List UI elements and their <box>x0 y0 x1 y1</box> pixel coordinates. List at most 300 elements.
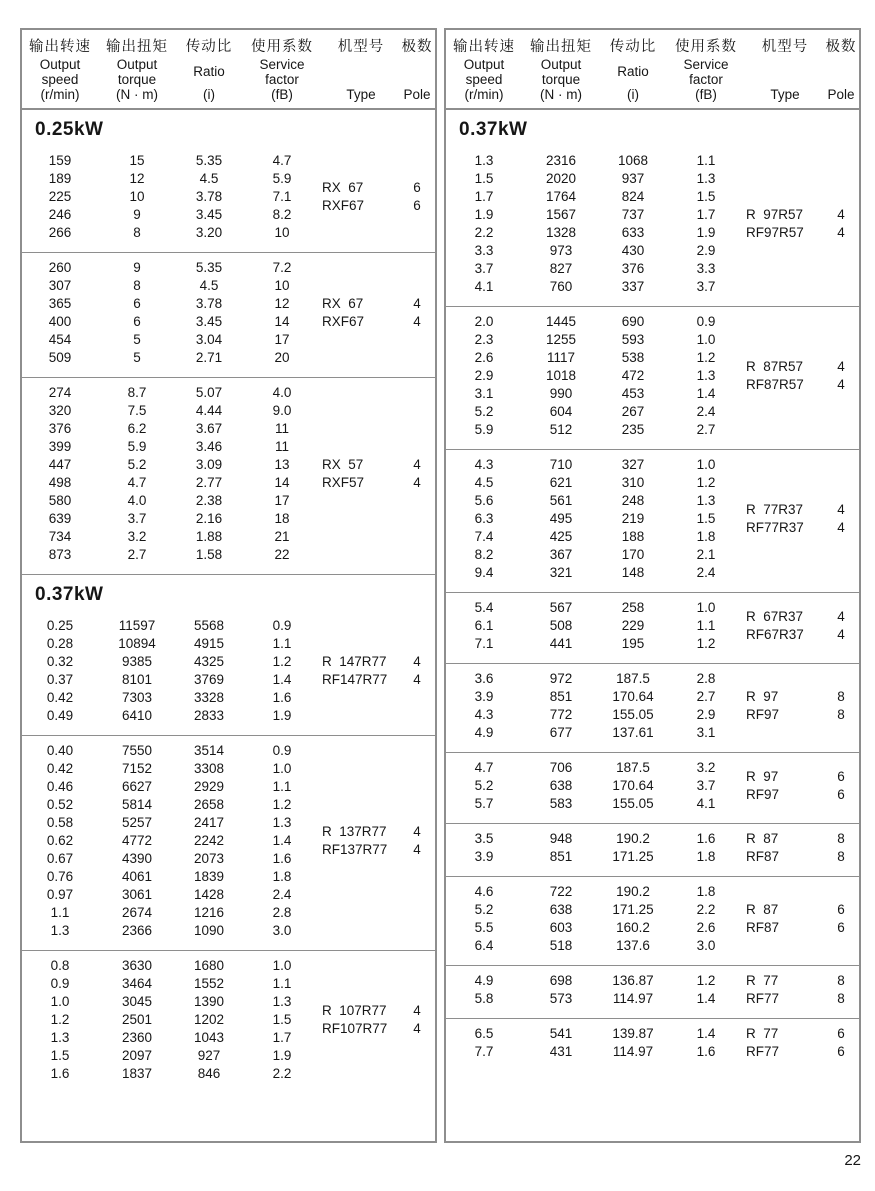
factor-cell: 17 <box>274 493 290 508</box>
type-cell: RF67R37 <box>746 627 804 642</box>
type-pole-row <box>746 519 858 537</box>
torque-cell: 973 <box>549 243 573 258</box>
factor-cell: 3.0 <box>272 923 292 938</box>
header-label-en: Output speed <box>39 56 81 87</box>
speed-cell: 0.97 <box>46 887 74 902</box>
pole-cell: 6 <box>837 920 845 935</box>
torque-cell: 431 <box>549 1044 573 1059</box>
torque-cell: 4390 <box>121 851 153 866</box>
ratio-cell: 195 <box>621 636 645 651</box>
table-row <box>446 990 746 1008</box>
ratio-cell: 170.64 <box>612 778 654 793</box>
pole-cell: 4 <box>837 225 845 240</box>
table-row <box>22 384 322 402</box>
ratio-cell: 2.77 <box>195 475 223 490</box>
ratio-cell: 170.64 <box>612 689 654 704</box>
factor-cell: 1.9 <box>272 708 292 723</box>
table-row <box>446 688 746 706</box>
factor-cell: 1.3 <box>696 368 716 383</box>
header-label-zh: 输出扭矩 <box>106 39 168 55</box>
header-col-torque <box>522 35 600 102</box>
ratio-cell: 1202 <box>193 1012 225 1027</box>
torque-cell: 4061 <box>121 869 153 884</box>
factor-cell: 1.4 <box>696 1026 716 1041</box>
table-row <box>22 546 322 564</box>
speed-cell: 225 <box>48 189 72 204</box>
torque-cell: 5 <box>133 332 141 347</box>
torque-cell: 2097 <box>121 1048 153 1063</box>
speed-cell: 454 <box>48 332 72 347</box>
torque-cell: 1018 <box>545 368 577 383</box>
factor-cell: 1.2 <box>272 797 292 812</box>
torque-cell: 10 <box>129 189 145 204</box>
numeric-rows <box>22 957 322 1083</box>
header-label-zh: 机型号 <box>761 39 809 55</box>
factor-cell: 1.1 <box>272 976 292 991</box>
table-row <box>446 170 746 188</box>
header-unit: (N · m) <box>540 87 582 102</box>
header-unit: (N · m) <box>116 87 158 102</box>
ratio-cell: 1068 <box>617 153 649 168</box>
type-pole-group <box>746 1025 858 1061</box>
header-label-en: Type <box>346 87 376 102</box>
speed-cell: 1.0 <box>50 994 70 1009</box>
torque-cell: 10894 <box>118 636 156 651</box>
table-row <box>446 901 746 919</box>
type-pole-row <box>322 823 434 841</box>
factor-cell: 18 <box>274 511 290 526</box>
ratio-cell: 3.67 <box>195 421 223 436</box>
speed-cell: 159 <box>48 153 72 168</box>
factor-cell: 7.1 <box>272 189 292 204</box>
table-body <box>22 110 435 1093</box>
table-row <box>22 295 322 313</box>
type-cell: RF77 <box>746 991 780 1006</box>
table-row <box>446 830 746 848</box>
factor-cell: 1.5 <box>272 1012 292 1027</box>
speed-cell: 447 <box>48 457 72 472</box>
ratio-cell: 3769 <box>193 672 225 687</box>
speed-cell: 399 <box>48 439 72 454</box>
ratio-cell: 3.45 <box>195 314 223 329</box>
type-pole-row <box>746 1025 858 1043</box>
torque-cell: 4.0 <box>127 493 147 508</box>
speed-cell: 1.3 <box>50 923 70 938</box>
torque-cell: 948 <box>549 831 573 846</box>
speed-cell: 3.1 <box>474 386 494 401</box>
table-row <box>446 278 746 296</box>
type-cell: RX 67 <box>322 296 364 311</box>
header-unit: (r/min) <box>464 87 504 102</box>
ratio-cell: 1043 <box>193 1030 225 1045</box>
torque-cell: 8 <box>133 278 141 293</box>
speed-cell: 4.9 <box>474 973 494 988</box>
table-row <box>446 777 746 795</box>
torque-cell: 1445 <box>545 314 577 329</box>
ratio-cell: 593 <box>621 332 645 347</box>
table-row <box>22 331 322 349</box>
spec-block <box>446 823 859 876</box>
table-row <box>22 206 322 224</box>
table-row <box>22 957 322 975</box>
speed-cell: 509 <box>48 350 72 365</box>
spec-block <box>446 146 859 306</box>
torque-cell: 851 <box>549 689 573 704</box>
speed-cell: 498 <box>48 475 72 490</box>
type-pole-group <box>746 599 858 653</box>
speed-cell: 0.62 <box>46 833 74 848</box>
ratio-cell: 190.2 <box>616 884 650 899</box>
factor-cell: 1.4 <box>272 672 292 687</box>
pole-cell: 8 <box>837 991 845 1006</box>
ratio-cell: 5.35 <box>195 153 223 168</box>
ratio-cell: 3.46 <box>195 439 223 454</box>
speed-cell: 3.6 <box>474 671 494 686</box>
factor-cell: 5.9 <box>272 171 292 186</box>
header-unit: (fB) <box>271 87 293 102</box>
table-row <box>446 224 746 242</box>
type-cell: R 87 <box>746 831 779 846</box>
pole-cell: 8 <box>837 689 845 704</box>
table-row <box>22 438 322 456</box>
speed-cell: 8.2 <box>474 547 494 562</box>
pole-cell: 4 <box>413 824 421 839</box>
speed-cell: 4.3 <box>474 707 494 722</box>
table-row <box>22 832 322 850</box>
torque-cell: 2316 <box>545 153 577 168</box>
header-col-ratio <box>176 35 242 102</box>
torque-cell: 2501 <box>121 1012 153 1027</box>
torque-cell: 5814 <box>121 797 153 812</box>
type-pole-row <box>322 313 434 331</box>
pole-cell: 4 <box>837 377 845 392</box>
factor-cell: 3.3 <box>696 261 716 276</box>
ratio-cell: 248 <box>621 493 645 508</box>
ratio-cell: 1680 <box>193 958 225 973</box>
factor-cell: 2.9 <box>696 243 716 258</box>
type-pole-row <box>746 358 858 376</box>
table-row <box>446 313 746 331</box>
spec-block <box>22 252 435 377</box>
header-col-speed <box>446 35 522 102</box>
type-cell: R 107R77 <box>322 1003 387 1018</box>
factor-cell: 1.2 <box>696 475 716 490</box>
header-col-factor <box>242 35 322 102</box>
torque-cell: 518 <box>549 938 573 953</box>
ratio-cell: 5.35 <box>195 260 223 275</box>
torque-cell: 1837 <box>121 1066 153 1081</box>
ratio-cell: 160.2 <box>616 920 650 935</box>
speed-cell: 0.46 <box>46 779 74 794</box>
speed-cell: 260 <box>48 260 72 275</box>
power-section-title: 0.37kW <box>22 574 435 611</box>
table-row <box>22 224 322 242</box>
pole-cell: 4 <box>837 627 845 642</box>
table-row <box>446 564 746 582</box>
spec-table-left <box>20 28 437 1143</box>
type-cell: R 67R37 <box>746 609 804 624</box>
torque-cell: 5 <box>133 350 141 365</box>
speed-cell: 3.5 <box>474 831 494 846</box>
header-label-zh: 传动比 <box>609 39 657 55</box>
table-row <box>22 259 322 277</box>
spec-block <box>22 735 435 950</box>
ratio-cell: 2.16 <box>195 511 223 526</box>
table-body <box>446 110 859 1071</box>
speed-cell: 5.8 <box>474 991 494 1006</box>
spec-block <box>446 1018 859 1071</box>
table-row <box>22 617 322 635</box>
torque-cell: 8.7 <box>127 385 147 400</box>
header-label-en: Output torque <box>540 56 582 87</box>
factor-cell: 1.1 <box>696 618 716 633</box>
table-row <box>446 1043 746 1061</box>
table-row <box>446 883 746 901</box>
torque-cell: 1328 <box>545 225 577 240</box>
type-pole-row <box>746 608 858 626</box>
header-label-zh: 极数 <box>401 39 433 55</box>
speed-cell: 5.6 <box>474 493 494 508</box>
table-row <box>446 706 746 724</box>
spec-block <box>446 592 859 663</box>
table-row <box>446 919 746 937</box>
table-row <box>22 993 322 1011</box>
factor-cell: 1.7 <box>696 207 716 222</box>
torque-cell: 6627 <box>121 779 153 794</box>
torque-cell: 3.7 <box>127 511 147 526</box>
ratio-cell: 4.5 <box>199 278 219 293</box>
numeric-rows <box>446 883 746 955</box>
header-col-ratio <box>600 35 666 102</box>
ratio-cell: 1090 <box>193 923 225 938</box>
table-row <box>446 421 746 439</box>
speed-cell: 0.76 <box>46 869 74 884</box>
speed-cell: 5.4 <box>474 600 494 615</box>
ratio-cell: 139.87 <box>612 1026 654 1041</box>
torque-cell: 8 <box>133 225 141 240</box>
ratio-cell: 4.5 <box>199 171 219 186</box>
torque-cell: 6 <box>133 314 141 329</box>
torque-cell: 495 <box>549 511 573 526</box>
torque-cell: 4.7 <box>127 475 147 490</box>
factor-cell: 4.7 <box>272 153 292 168</box>
torque-cell: 367 <box>549 547 573 562</box>
type-cell: R 77 <box>746 1026 779 1041</box>
factor-cell: 10 <box>274 225 290 240</box>
speed-cell: 1.2 <box>50 1012 70 1027</box>
table-row <box>446 724 746 742</box>
type-pole-group <box>746 670 858 742</box>
speed-cell: 400 <box>48 314 72 329</box>
pole-cell: 4 <box>413 296 421 311</box>
factor-cell: 4.1 <box>696 796 716 811</box>
factor-cell: 1.0 <box>696 332 716 347</box>
header-col-pole <box>824 35 858 102</box>
factor-cell: 1.2 <box>696 636 716 651</box>
speed-cell: 6.5 <box>474 1026 494 1041</box>
factor-cell: 1.2 <box>272 654 292 669</box>
factor-cell: 1.0 <box>696 600 716 615</box>
type-pole-row <box>746 376 858 394</box>
factor-cell: 2.8 <box>272 905 292 920</box>
factor-cell: 1.6 <box>696 1044 716 1059</box>
speed-cell: 1.5 <box>50 1048 70 1063</box>
table-row <box>22 277 322 295</box>
factor-cell: 1.8 <box>696 884 716 899</box>
ratio-cell: 136.87 <box>612 973 654 988</box>
table-row <box>446 972 746 990</box>
torque-cell: 3464 <box>121 976 153 991</box>
table-row <box>446 152 746 170</box>
type-cell: R 77 <box>746 973 779 988</box>
torque-cell: 7.5 <box>127 403 147 418</box>
table-row <box>446 635 746 653</box>
ratio-cell: 190.2 <box>616 831 650 846</box>
torque-cell: 15 <box>129 153 145 168</box>
type-pole-group <box>746 456 858 582</box>
factor-cell: 14 <box>274 314 290 329</box>
table-header <box>446 30 859 110</box>
torque-cell: 1764 <box>545 189 577 204</box>
pole-cell: 8 <box>837 849 845 864</box>
speed-cell: 0.28 <box>46 636 74 651</box>
table-row <box>22 814 322 832</box>
speed-cell: 4.3 <box>474 457 494 472</box>
speed-cell: 365 <box>48 296 72 311</box>
torque-cell: 851 <box>549 849 573 864</box>
speed-cell: 320 <box>48 403 72 418</box>
torque-cell: 321 <box>549 565 573 580</box>
numeric-rows <box>446 759 746 813</box>
table-row <box>22 492 322 510</box>
speed-cell: 1.5 <box>474 171 494 186</box>
type-pole-group <box>322 384 434 564</box>
pole-cell: 4 <box>413 314 421 329</box>
ratio-cell: 3.04 <box>195 332 223 347</box>
type-cell: RXF57 <box>322 475 365 490</box>
torque-cell: 7303 <box>121 690 153 705</box>
table-row <box>446 349 746 367</box>
table-row <box>446 848 746 866</box>
table-row <box>22 689 322 707</box>
torque-cell: 638 <box>549 902 573 917</box>
torque-cell: 2.7 <box>127 547 147 562</box>
speed-cell: 2.2 <box>474 225 494 240</box>
table-row <box>22 313 322 331</box>
type-pole-row <box>746 626 858 644</box>
ratio-cell: 3514 <box>193 743 225 758</box>
type-pole-group <box>322 617 434 725</box>
torque-cell: 9 <box>133 207 141 222</box>
ratio-cell: 4.44 <box>195 403 223 418</box>
table-row <box>22 152 322 170</box>
numeric-rows <box>22 152 322 242</box>
speed-cell: 6.4 <box>474 938 494 953</box>
table-row <box>446 759 746 777</box>
type-cell: RXF67 <box>322 314 365 329</box>
speed-cell: 734 <box>48 529 72 544</box>
torque-cell: 573 <box>549 991 573 1006</box>
type-pole-row <box>746 206 858 224</box>
factor-cell: 3.1 <box>696 725 716 740</box>
table-row <box>22 760 322 778</box>
pole-cell: 4 <box>413 672 421 687</box>
speed-cell: 1.9 <box>474 207 494 222</box>
type-cell: RF87 <box>746 920 780 935</box>
torque-cell: 3045 <box>121 994 153 1009</box>
ratio-cell: 187.5 <box>616 671 650 686</box>
ratio-cell: 114.97 <box>612 1044 654 1059</box>
pole-cell: 6 <box>413 180 421 195</box>
header-col-type <box>322 35 400 102</box>
factor-cell: 1.1 <box>272 779 292 794</box>
speed-cell: 0.49 <box>46 708 74 723</box>
type-pole-row <box>322 671 434 689</box>
type-pole-group <box>746 830 858 866</box>
factor-cell: 21 <box>274 529 290 544</box>
torque-cell: 9385 <box>121 654 153 669</box>
ratio-cell: 3.20 <box>195 225 223 240</box>
pole-cell: 4 <box>413 457 421 472</box>
torque-cell: 972 <box>549 671 573 686</box>
speed-cell: 3.3 <box>474 243 494 258</box>
factor-cell: 2.9 <box>696 707 716 722</box>
type-pole-row <box>322 197 434 215</box>
torque-cell: 990 <box>549 386 573 401</box>
factor-cell: 1.7 <box>272 1030 292 1045</box>
torque-cell: 425 <box>549 529 573 544</box>
type-pole-group <box>746 152 858 296</box>
type-pole-row <box>746 1043 858 1061</box>
pole-cell: 4 <box>837 359 845 374</box>
header-col-speed <box>22 35 98 102</box>
torque-cell: 1117 <box>546 350 576 365</box>
speed-cell: 4.7 <box>474 760 494 775</box>
speed-cell: 1.1 <box>50 905 70 920</box>
table-row <box>446 474 746 492</box>
speed-cell: 7.1 <box>474 636 494 651</box>
type-pole-row <box>322 1020 434 1038</box>
type-pole-group <box>746 759 858 813</box>
table-row <box>22 796 322 814</box>
table-row <box>446 510 746 528</box>
factor-cell: 1.6 <box>272 851 292 866</box>
torque-cell: 12 <box>129 171 145 186</box>
header-label-en: Output torque <box>116 56 158 87</box>
header-unit: (fB) <box>695 87 717 102</box>
type-cell: RX 67 <box>322 180 364 195</box>
torque-cell: 706 <box>549 760 573 775</box>
factor-cell: 1.4 <box>696 386 716 401</box>
speed-cell: 4.6 <box>474 884 494 899</box>
ratio-cell: 2.71 <box>195 350 223 365</box>
factor-cell: 1.2 <box>696 973 716 988</box>
type-pole-group <box>746 883 858 955</box>
factor-cell: 20 <box>274 350 290 365</box>
speed-cell: 0.37 <box>46 672 74 687</box>
type-pole-row <box>322 295 434 313</box>
ratio-cell: 846 <box>197 1066 221 1081</box>
torque-cell: 512 <box>549 422 573 437</box>
ratio-cell: 3.09 <box>195 457 223 472</box>
pole-cell: 4 <box>413 475 421 490</box>
pole-cell: 6 <box>837 1026 845 1041</box>
pole-cell: 4 <box>413 842 421 857</box>
spec-block <box>22 611 435 735</box>
speed-cell: 580 <box>48 493 72 508</box>
factor-cell: 2.1 <box>696 547 716 562</box>
speed-cell: 7.4 <box>474 529 494 544</box>
